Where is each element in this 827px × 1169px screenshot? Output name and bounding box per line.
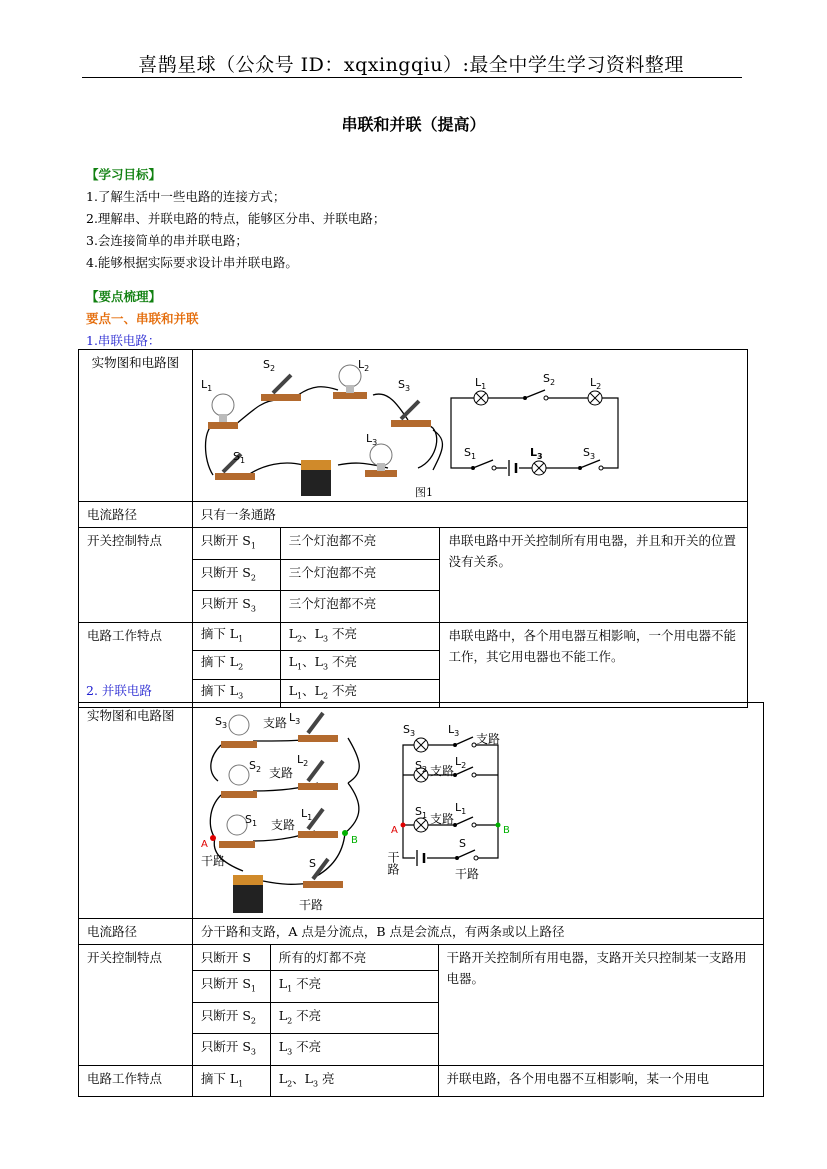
goal-item-4: 4.能够根据实际要求设计串并联电路。: [86, 255, 298, 270]
series-switch-note: 串联电路中开关控制所有用电器，并且和开关的位置没有关系。: [440, 528, 748, 623]
svg-text:L1: $L_1$: [300, 807, 313, 822]
svg-text:L3: $L_3$: [288, 711, 301, 726]
parallel-title: 2. 并联电路: [86, 683, 152, 698]
series-row-figure-label: 实物图和电路图: [79, 350, 193, 502]
series-label-S2: $S_2$: [262, 358, 275, 373]
parallel-switches: [298, 713, 343, 888]
series-title: 1.串联电路：: [86, 333, 161, 348]
series-switch-S2: [261, 375, 301, 401]
series-switch-row-2: 只断开 $S_2$: [192, 559, 280, 591]
series-work-row-1: 摘下 $L_1$: [192, 622, 280, 651]
parallel-bulbs: [219, 715, 257, 848]
parallel-schematic-labels: [386, 723, 510, 881]
points-heading: 【要点梳理】: [86, 289, 162, 304]
parallel-row-figure-label: 实物图和电路图: [79, 703, 193, 919]
svg-text:干路: 干路: [200, 854, 225, 868]
parallel-figure-cell: [192, 703, 763, 919]
series-schematic-labels: [464, 372, 601, 461]
svg-text:S1: $S_1$: [414, 805, 427, 820]
parallel-point-B: [342, 830, 348, 836]
goals-heading: 【学习目标】: [86, 167, 162, 182]
header-rule: [82, 77, 742, 78]
series-work-label: 电路工作特点: [79, 622, 193, 708]
svg-text:干路: 干路: [385, 851, 400, 875]
series-label-L1: $L_1$: [200, 378, 213, 393]
series-switch-label: 开关控制特点: [79, 528, 193, 623]
parallel-switch-row-2: 只断开 $S_1$: [192, 971, 270, 1003]
svg-text:S: S: [458, 837, 466, 850]
parallel-battery: [233, 875, 263, 913]
series-switch-row-3: 只断开 $S_3$: [192, 591, 280, 623]
series-work-row-2: 摘下 $L_2$: [192, 651, 280, 680]
svg-text:L3: $L_3$: [447, 723, 460, 738]
goal-item-1: 1.了解生活中一些电路的连接方式；: [86, 189, 286, 204]
series-bulb-L1: [208, 394, 238, 429]
schematic-label-S1: $S_1$: [463, 446, 476, 461]
svg-text:L1: $L_1$: [454, 801, 467, 816]
series-label-S1: $S_1$: [232, 450, 245, 465]
svg-text:L2: $L_2$: [296, 753, 309, 768]
series-switch-result-1: 三个灯泡都不亮: [280, 528, 440, 560]
parallel-work-row-1: 摘下 $L_1$: [192, 1065, 270, 1097]
svg-text:支路: 支路: [429, 764, 454, 778]
goal-item-2: 2.理解串、并联电路的特点，能够区分串、并联电路；: [86, 211, 386, 226]
svg-text:A: A: [200, 839, 208, 850]
parallel-switch-label: 开关控制特点: [79, 945, 193, 1066]
series-figure-cell: [192, 350, 747, 502]
series-label-L3: $L_3$: [365, 432, 378, 447]
series-switch-row-1: 只断开 $S_1$: [192, 528, 280, 560]
svg-text:支路: 支路: [262, 716, 287, 730]
series-work-result-2: $L_1$、$L_3$ 不亮: [280, 651, 440, 680]
page-header: 喜鹊星球（公众号 ID：xqxingqiu）:最全中学生学习资料整理: [138, 54, 684, 76]
schematic-label-L1: $L_1$: [474, 376, 487, 391]
series-schematic-components: [471, 390, 603, 478]
svg-text:干路: 干路: [298, 898, 323, 912]
svg-text:S3: $S_3$: [214, 715, 227, 730]
points-subheading: 要点一、串联和并联: [86, 311, 199, 326]
parallel-work-result-1: $L_2$、$L_3$ 亮: [270, 1065, 438, 1097]
svg-text:支路: 支路: [268, 766, 293, 780]
series-figure-caption: 图1: [414, 486, 433, 499]
parallel-switch-result-3: $L_2$ 不亮: [270, 1002, 438, 1034]
svg-text:支路: 支路: [475, 732, 500, 746]
svg-text:L2: $L_2$: [454, 755, 467, 770]
parallel-switch-row-1: 只断开 S: [192, 945, 270, 971]
parallel-path-label: 电流路径: [79, 919, 193, 945]
parallel-figure: [193, 703, 763, 919]
parallel-table: [78, 702, 764, 1097]
parallel-switch-row-3: 只断开 $S_2$: [192, 1002, 270, 1034]
parallel-path-value: 分干路和支路，A 点是分流点，B 点是会流点，有两条或以上路径: [192, 919, 763, 945]
parallel-switch-result-4: $L_3$ 不亮: [270, 1034, 438, 1066]
series-label-L2: $L_2$: [357, 358, 370, 373]
parallel-schematic-components: [400, 737, 500, 868]
schematic-label-S3: $S_3$: [582, 446, 595, 461]
svg-text:B: B: [350, 835, 358, 846]
goal-item-3: 3.会连接简单的串并联电路；: [86, 233, 248, 248]
page-title: 串联和并联（提高）: [341, 115, 486, 134]
svg-text:S2: $S_2$: [248, 759, 261, 774]
svg-text:A: A: [390, 825, 398, 836]
goals-section: [86, 164, 385, 274]
series-figure: [193, 350, 748, 502]
svg-text:支路: 支路: [270, 818, 295, 832]
series-work-row-3: 摘下 $L_3$: [192, 679, 280, 708]
schematic-label-S2: $S_2$: [542, 372, 555, 387]
series-bulb-L3: [365, 444, 397, 477]
svg-text:干路: 干路: [454, 867, 479, 881]
parallel-switch-result-1: 所有的灯都不亮: [270, 945, 438, 971]
series-battery: [301, 460, 331, 496]
series-work-result-1: $L_2$、$L_3$ 不亮: [280, 622, 440, 651]
series-switch-result-3: 三个灯泡都不亮: [280, 591, 440, 623]
svg-text:S: S: [308, 857, 316, 870]
series-label-S3: $S_3$: [397, 378, 410, 393]
series-path-value: 只有一条通路: [192, 502, 747, 528]
parallel-point-A: [210, 835, 216, 841]
svg-text:S3: $S_3$: [402, 723, 415, 738]
parallel-switch-row-4: 只断开 $S_3$: [192, 1034, 270, 1066]
parallel-switch-note: 干路开关控制所有用电器，支路开关只控制某一支路用电器。: [438, 945, 763, 1066]
parallel-work-label: 电路工作特点: [79, 1065, 193, 1097]
series-work-note: 串联电路中，各个用电器互相影响，一个用电器不能工作，其它用电器也不能工作。: [440, 622, 748, 708]
schematic-label-L3: $L_3$: [529, 446, 543, 461]
series-switch-result-2: 三个灯泡都不亮: [280, 559, 440, 591]
points-section: [86, 286, 199, 352]
series-work-result-3: $L_1$、$L_2$ 不亮: [280, 679, 440, 708]
svg-text:S2: $S_2$: [414, 759, 427, 774]
parallel-switch-result-2: $L_1$ 不亮: [270, 971, 438, 1003]
series-table: [78, 349, 748, 708]
series-path-label: 电流路径: [79, 502, 193, 528]
svg-text:B: B: [502, 825, 510, 836]
svg-text:支路: 支路: [429, 812, 454, 826]
parallel-work-note: 并联电路，各个用电器不互相影响，某一个用电: [438, 1065, 763, 1097]
parallel-physical-wires: [210, 738, 359, 884]
schematic-label-L2: $L_2$: [589, 376, 602, 391]
svg-text:S1: $S_1$: [244, 813, 257, 828]
